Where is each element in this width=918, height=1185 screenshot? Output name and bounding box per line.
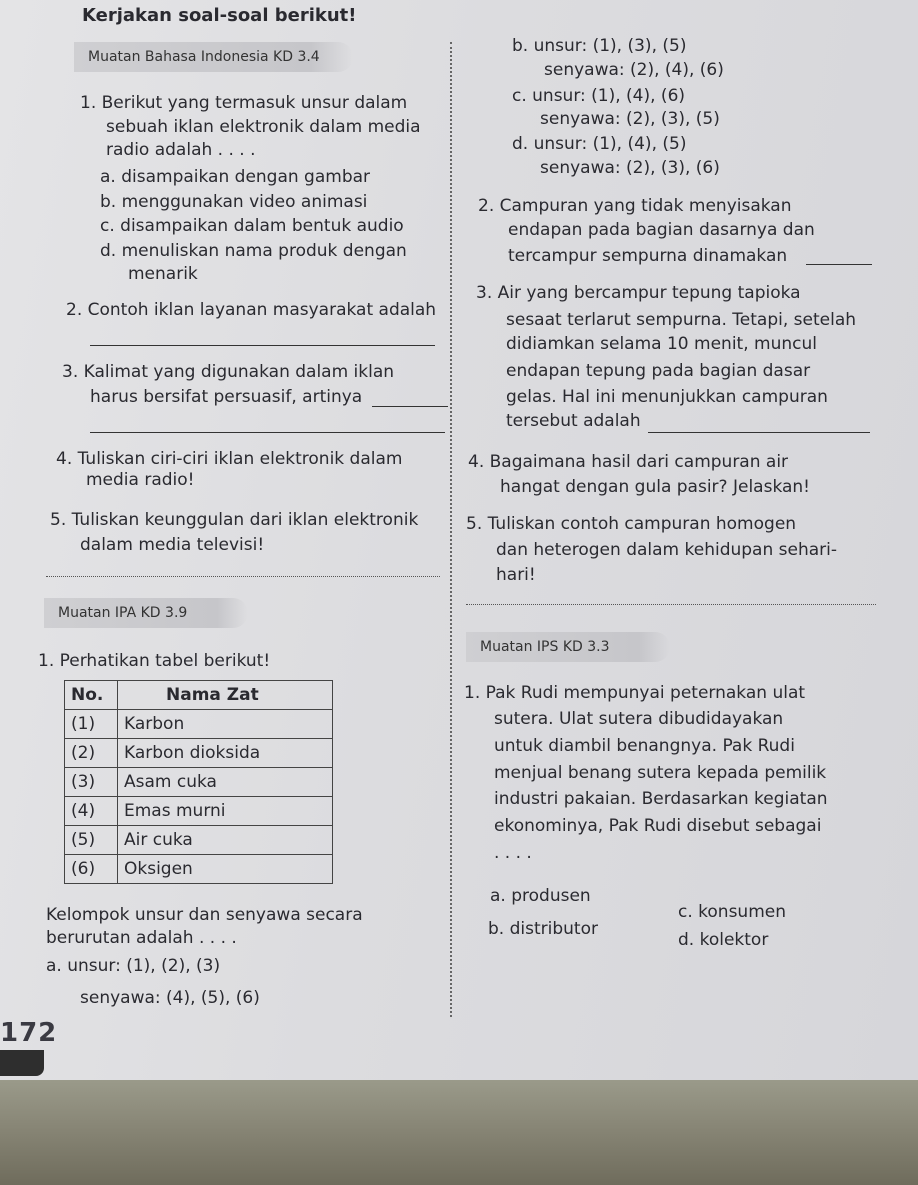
table-header-row (65, 681, 333, 710)
ipa-q1-option-b-senyawa: senyawa: (2), (4), (6) (544, 60, 724, 80)
ips-q1-line7: . . . . (494, 843, 532, 863)
table-row (65, 739, 333, 768)
section-tag-ips: Muatan IPS KD 3.3 (466, 632, 670, 662)
ips-q1-option-c: c. konsumen (678, 902, 786, 922)
ipa-q1-option-a: a. unsur: (1), (2), (3) (46, 956, 221, 976)
ipa-q3-line2: sesaat terlarut sempurna. Tetapi, setelah (506, 310, 857, 330)
ipa-q1-option-c-senyawa: senyawa: (2), (3), (5) (540, 109, 720, 129)
ipa-q3-line3: didiamkan selama 10 menit, muncul (506, 334, 817, 354)
ipa-q1: 1. Perhatikan tabel berikut! (38, 651, 271, 671)
section-tag-bahasa-indonesia: Muatan Bahasa Indonesia KD 3.4 (74, 42, 353, 72)
table-cell-name: Emas murni (118, 797, 333, 826)
section-tag-ipa: Muatan IPA KD 3.9 (44, 598, 248, 628)
table-cell-no: (3) (65, 768, 118, 797)
ipa-q5-line2: dan heterogen dalam kehidupan sehari- (496, 540, 838, 560)
bi-q4-line1: 4. Tuliskan ciri-ciri iklan elektronik dalam (56, 449, 403, 469)
ipa-q1-option-c: c. unsur: (1), (4), (6) (512, 86, 686, 106)
table-surface (0, 1080, 918, 1185)
bi-q1-option-a: a. disampaikan dengan gambar (100, 167, 371, 187)
ips-q1-line5: industri pakaian. Berdasarkan kegiatan (494, 789, 828, 809)
bi-q1-option-d: d. menuliskan nama produk dengan (100, 241, 407, 261)
ipa-q3-line6: tersebut adalah (506, 411, 641, 431)
table-row (65, 768, 333, 797)
table-cell-no: (5) (65, 826, 118, 855)
ipa-q1-after-line1: Kelompok unsur dan senyawa secara (46, 905, 363, 925)
ipa-q1-option-a-senyawa: senyawa: (4), (5), (6) (80, 988, 260, 1008)
ips-q1-option-b: b. distributor (488, 919, 598, 939)
bi-q4-line2: media radio! (86, 470, 195, 490)
table-cell-no: (1) (65, 710, 118, 739)
ipa-q3-line5: gelas. Hal ini menunjukkan campuran (506, 387, 828, 407)
ipa-q2-answer-blank (806, 264, 872, 265)
ipa-q3-answer-blank (648, 432, 870, 433)
ips-q1-line6: ekonominya, Pak Rudi disebut sebagai (494, 816, 822, 836)
ipa-q1-after-line2: berurutan adalah . . . . (46, 928, 237, 948)
table-row (65, 797, 333, 826)
ipa-q4-line2: hangat dengan gula pasir? Jelaskan! (500, 477, 810, 497)
bi-q5-line2: dalam media televisi! (80, 535, 265, 555)
ips-q1-line2: sutera. Ulat sutera dibudidayakan (494, 709, 784, 729)
ipa-q5-line3: hari! (496, 565, 536, 585)
ipa-section-divider (466, 604, 876, 605)
table-cell-name: Karbon (118, 710, 333, 739)
ipa-q1-option-d: d. unsur: (1), (4), (5) (512, 134, 687, 154)
bi-q3-answer-blank (372, 406, 448, 407)
table-header-no: No. (65, 681, 118, 710)
ipa-q1-option-b: b. unsur: (1), (3), (5) (512, 36, 687, 56)
table-row (65, 826, 333, 855)
table-cell-name: Asam cuka (118, 768, 333, 797)
page-number: 172 (0, 1018, 58, 1048)
table-cell-no: (6) (65, 855, 118, 884)
bi-q1-option-d-cont: menarik (128, 264, 198, 284)
table-cell-name: Karbon dioksida (118, 739, 333, 768)
ipa-q2-line3: tercampur sempurna dinamakan (508, 246, 788, 266)
bi-q3-line1: 3. Kalimat yang digunakan dalam iklan (62, 362, 395, 382)
bi-q1-option-c: c. disampaikan dalam bentuk audio (100, 216, 404, 236)
ipa-q5-line1: 5. Tuliskan contoh campuran homogen (466, 514, 797, 534)
bi-q5-line1: 5. Tuliskan keunggulan dari iklan elektronik (50, 510, 419, 530)
table-cell-no: (2) (65, 739, 118, 768)
bi-q1-option-b: b. menggunakan video animasi (100, 192, 368, 212)
ipa-q2-line2: endapan pada bagian dasarnya dan (508, 220, 815, 240)
table-row (65, 855, 333, 884)
table-cell-no: (4) (65, 797, 118, 826)
ipa-q3-line4: endapan tepung pada bagian dasar (506, 361, 811, 381)
table-cell-name: Oksigen (118, 855, 333, 884)
bi-q1-line1: 1. Berikut yang termasuk unsur dalam (80, 93, 408, 113)
bi-q3-answer-line (90, 432, 445, 433)
bi-q2-answer-line (90, 345, 435, 346)
ipa-q4-line1: 4. Bagaimana hasil dari campuran air (468, 452, 789, 472)
bi-section-divider (46, 576, 440, 577)
ips-q1-line1: 1. Pak Rudi mempunyai peternakan ulat (464, 683, 806, 703)
ipa-q3-line1: 3. Air yang bercampur tepung tapioka (476, 283, 801, 303)
column-divider (450, 42, 452, 1017)
table-cell-name: Air cuka (118, 826, 333, 855)
bi-q1-line3: radio adalah . . . . (106, 140, 256, 160)
page-heading: Kerjakan soal-soal berikut! (82, 5, 357, 26)
ipa-q1-option-d-senyawa: senyawa: (2), (3), (6) (540, 158, 720, 178)
ips-q1-option-a: a. produsen (490, 886, 591, 906)
bi-q3-line2: harus bersifat persuasif, artinya (90, 387, 363, 407)
bi-q1-line2: sebuah iklan elektronik dalam media (106, 117, 421, 137)
ips-q1-option-d: d. kolektor (678, 930, 769, 950)
ips-q1-line4: menjual benang sutera kepada pemilik (494, 763, 827, 783)
table-header-name: Nama Zat (118, 681, 333, 710)
page-corner-decoration (0, 1050, 44, 1076)
substance-table (64, 680, 333, 884)
ips-q1-line3: untuk diambil benangnya. Pak Rudi (494, 736, 795, 756)
bi-q2: 2. Contoh iklan layanan masyarakat adalah (66, 300, 437, 320)
ipa-q2-line1: 2. Campuran yang tidak menyisakan (478, 196, 792, 216)
table-row (65, 710, 333, 739)
